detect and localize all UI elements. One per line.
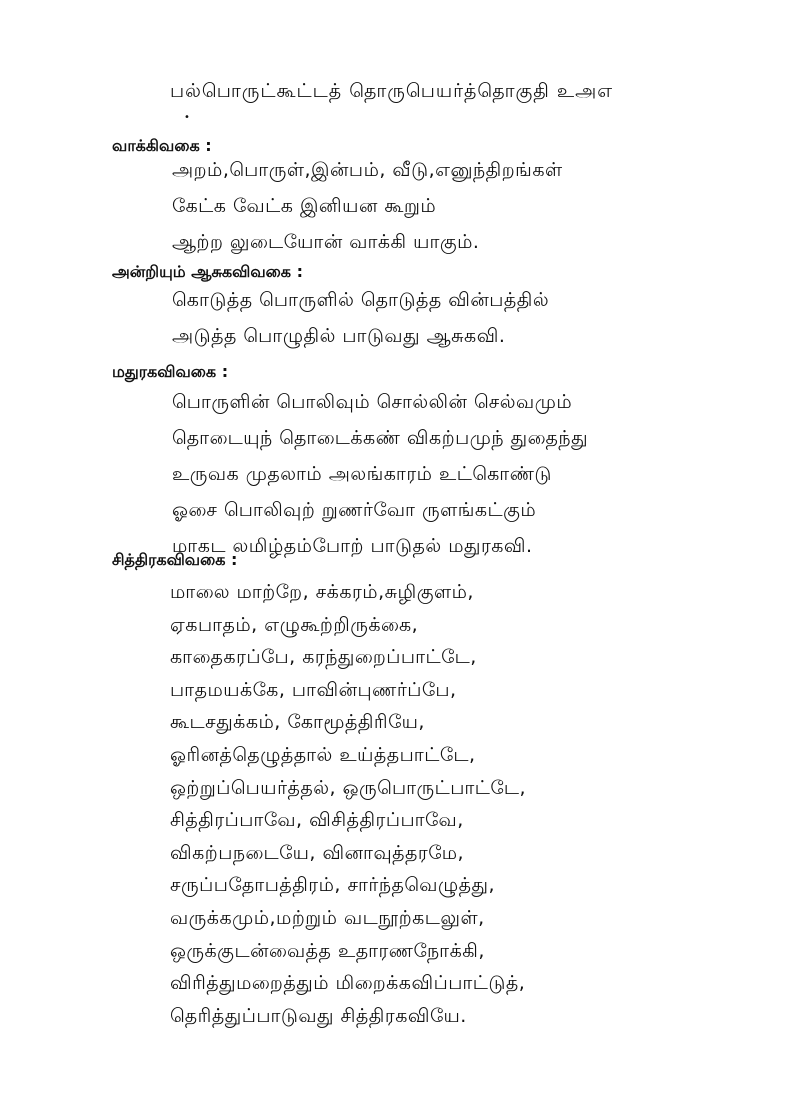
verse-block-madhurakavi: [172, 384, 588, 564]
verse-line: ஓசை பொலிவுற் றுணர்வோ ருளங்கட்கும்: [172, 499, 537, 521]
verse-block-chithirakavi: [170, 576, 526, 1032]
verse-line: விரித்துமறைத்தும் மிறைக்கவிப்பாட்டுத்,: [170, 972, 526, 995]
section-heading-chithirakavi: சித்திரகவிவகை :: [112, 550, 238, 569]
verse-line: அடுத்த பொழுதில் பாடுவது ஆசுகவி.: [172, 325, 506, 347]
running-header: பல்பொருட்கூட்டத் தொருபெயர்த்தொகுதி உஅஎ: [170, 80, 614, 102]
section-heading-asukavi: அன்றியும் ஆசுகவிவகை :: [112, 262, 303, 281]
verse-line: காதைகரப்பே, கரந்துறைப்பாட்டே,: [170, 646, 477, 669]
verse-block-vakki: [172, 152, 563, 260]
verse-line: பொருளின் பொலிவும் சொல்லின் செல்வமும்: [172, 391, 573, 413]
verse-line: விகற்பநடையே, வினாவுத்தரமே,: [170, 841, 465, 864]
verse-line: சித்திரப்பாவே, விசித்திரப்பாவே,: [170, 809, 464, 832]
verse-line: உருவக முதலாம் அலங்காரம் உட்கொண்டு: [172, 463, 552, 485]
verse-block-asukavi: [172, 282, 549, 354]
verse-line: ஒற்றுப்பெயர்த்தல், ஒருபொருட்பாட்டே,: [170, 776, 527, 799]
verse-line: அறம்,பொருள்,இன்பம், வீடு,எனுந்திறங்கள்: [172, 159, 563, 181]
section-heading-vakki: வாக்கிவகை :: [112, 136, 212, 155]
verse-line: மாகட லமிழ்தம்போற் பாடுதல் மதுரகவி.: [172, 535, 533, 557]
verse-line: ஓரினத்தெழுத்தால் உய்த்தபாட்டே,: [170, 743, 476, 766]
section-heading-madhurakavi: மதுரகவிவகை :: [112, 362, 229, 381]
verse-line: பாதமயக்கே, பாவின்புணர்ப்பே,: [170, 678, 457, 701]
verse-line: வருக்கமும்,மற்றும் வடநூற்கடலுள்,: [170, 906, 485, 929]
verse-line: தொடையுந் தொடைக்கண் விகற்பமுந் துதைந்து: [172, 427, 589, 449]
verse-line: சருப்பதோபத்திரம், சார்ந்தவெழுத்து,: [170, 874, 496, 897]
verse-line: மாலை மாற்றே, சக்கரம்,சுழிகுளம்,: [170, 581, 474, 603]
verse-line: ஒருக்குடன்வைத்த உதாரணநோக்கி,: [170, 939, 485, 962]
verse-line: ஏகபாதம், எழுகூற்றிருக்கை,: [170, 613, 419, 636]
verse-line: கேட்க வேட்க இனியன கூறும்: [172, 195, 437, 217]
verse-line: கொடுத்த பொருளில் தொடுத்த வின்பத்தில்: [172, 289, 550, 311]
verse-line: கூடசதுக்கம், கோமூத்திரியே,: [170, 711, 425, 734]
ink-dot: •: [184, 112, 190, 123]
verse-line: ஆற்ற லுடையோன் வாக்கி யாகும்.: [172, 231, 480, 253]
verse-line: தெரித்துப்பாடுவது சித்திரகவியே.: [170, 1004, 467, 1027]
